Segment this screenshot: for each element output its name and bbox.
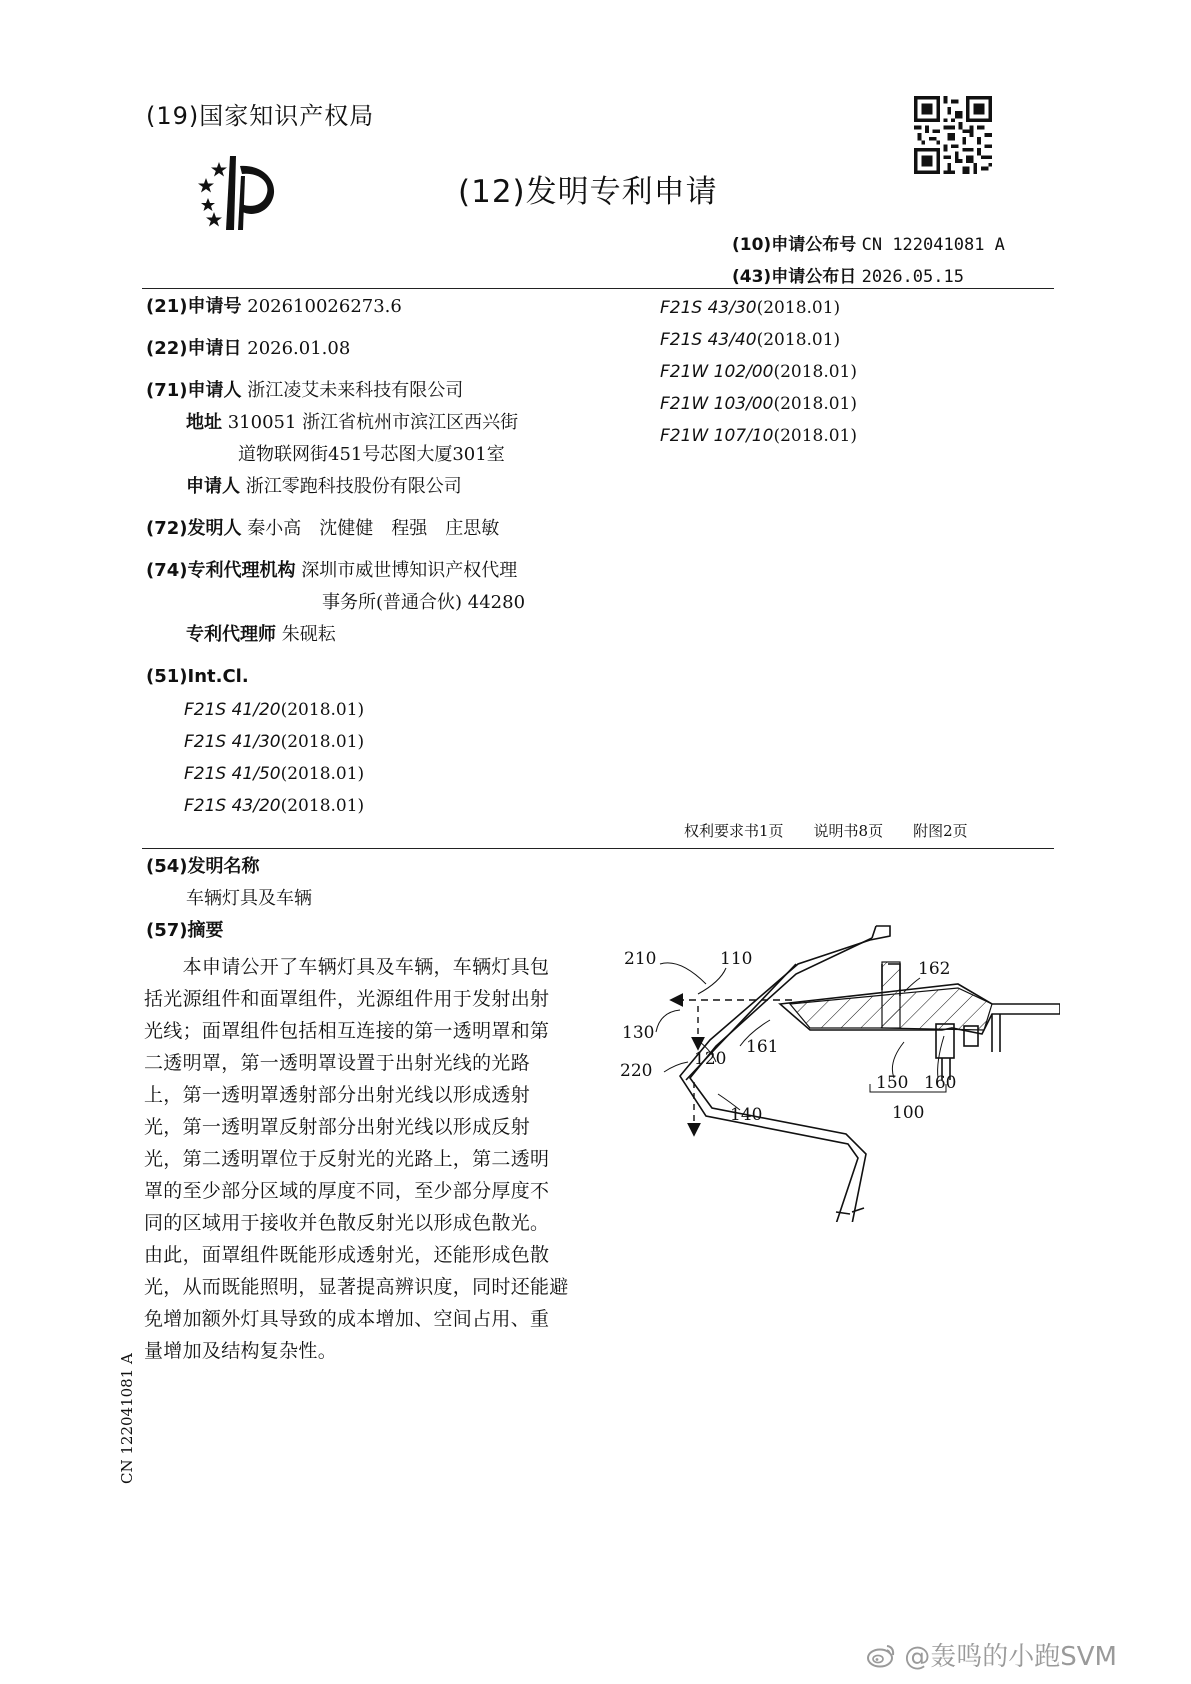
publication-number-value: CN 122041081 A <box>861 235 1005 255</box>
address-line-2: 道物联网街451号芯图大厦301室 <box>238 444 505 465</box>
applicant-2 <box>186 478 462 496</box>
invention-title <box>186 890 312 908</box>
weibo-logo-icon <box>866 1643 896 1669</box>
abstract-line: 同的区域用于接收并色散反射光以形成色散光。 <box>144 1212 550 1234</box>
cnipa-emblem-icon <box>186 152 296 234</box>
invention-title-text: 车辆灯具及车辆 <box>186 888 312 909</box>
abstract-line: 光，第一透明罩反射部分出射光线以形成反射 <box>144 1116 531 1138</box>
abstract-label: (57)摘要 <box>146 920 224 941</box>
figure-label-210: 210 <box>624 949 657 969</box>
applicant-1-label: (71)申请人 <box>146 380 242 401</box>
figure-label-100: 100 <box>892 1103 925 1123</box>
abstract-line: 免增加额外灯具导致的成本增加、空间占用、重 <box>144 1308 550 1330</box>
patent-agency <box>146 562 517 580</box>
int-cl-label: (51)Int.Cl. <box>146 666 249 687</box>
ipc-code-left-1: F21S 41/20(2018.01) <box>184 700 365 720</box>
page-count-info: 权利要求书1页 说明书8页 附图2页 <box>684 822 968 840</box>
abstract-line: 由此，面罩组件既能形成透射光，还能形成色散 <box>144 1244 550 1266</box>
abstract-line: 本申请公开了车辆灯具及车辆，车辆灯具包 <box>144 956 550 978</box>
abstract-line: 上，第一透明罩透射部分出射光线以形成透射 <box>144 1084 531 1106</box>
applicant-1-value: 浙江凌艾未来科技有限公司 <box>247 380 464 401</box>
address-line-1: 310051 浙江省杭州市滨江区西兴街 <box>227 412 519 433</box>
inventors-label: (72)发明人 <box>146 518 242 539</box>
applicant-2-label: 申请人 <box>186 476 240 497</box>
ipc-code-right-4: F21W 103/00(2018.01) <box>660 394 858 414</box>
abstract-heading <box>146 922 224 940</box>
patent-agency-continued <box>322 594 525 612</box>
ipc-code-left-2: F21S 41/30(2018.01) <box>184 732 365 752</box>
address-continued <box>238 446 505 464</box>
figure-label-160: 160 <box>924 1073 957 1093</box>
publication-date-label: (43)申请公布日 <box>732 267 857 287</box>
outer-lens-shape <box>680 926 890 1222</box>
figure-label-110: 110 <box>720 949 753 969</box>
qr-code-icon <box>914 96 992 174</box>
abstract-line: 罩的至少部分区域的厚度不同，至少部分厚度不 <box>144 1180 550 1202</box>
figure-label-120: 120 <box>694 1049 727 1069</box>
invention-title-heading <box>146 858 260 876</box>
figure-label-140: 140 <box>730 1105 763 1125</box>
abstract-line: 括光源组件和面罩组件，光源组件用于发射出射 <box>144 988 550 1010</box>
patent-agent-value: 朱砚耘 <box>281 624 336 645</box>
applicant-1 <box>146 382 463 400</box>
filing-date-value: 2026.01.08 <box>247 338 351 359</box>
patent-agent <box>186 626 336 644</box>
publication-number-label: (10)申请公布号 <box>732 235 857 255</box>
abstract-line: 光，从而既能照明，显著提高辨识度，同时还能避 <box>144 1276 569 1298</box>
abstract-line: 二透明罩，第一透明罩设置于出射光线的光路 <box>144 1052 531 1074</box>
inventors-value: 秦小高 沈健健 程强 庄思敏 <box>247 518 500 539</box>
abstract-line: 光，第二透明罩位于反射光的光路上，第二透明 <box>144 1148 550 1170</box>
inventors <box>146 520 499 538</box>
ipc-code-right-1: F21S 43/30(2018.01) <box>660 298 841 318</box>
side-publication-number: CN 122041081 A <box>118 1353 136 1484</box>
figure-label-220: 220 <box>620 1061 653 1081</box>
figure-label-161: 161 <box>746 1037 779 1057</box>
watermark-text: @轰鸣的小跑SVM <box>904 1642 1117 1672</box>
ipc-code-right-2: F21S 43/40(2018.01) <box>660 330 841 350</box>
ipc-code-right-5: F21W 107/10(2018.01) <box>660 426 858 446</box>
middle-divider <box>142 848 1054 849</box>
patent-agent-label: 专利代理师 <box>186 624 276 645</box>
ipc-code-left-4: F21S 43/20(2018.01) <box>184 796 365 816</box>
filing-date-label: (22)申请日 <box>146 338 242 359</box>
lamp-section-figure <box>620 912 1060 1222</box>
publication-number <box>732 230 1005 255</box>
invention-title-label: (54)发明名称 <box>146 856 260 877</box>
patent-office-name: (19)国家知识产权局 <box>146 102 375 130</box>
application-number <box>146 298 402 316</box>
address-label: 地址 <box>186 412 222 433</box>
abstract-line: 光线；面罩组件包括相互连接的第一透明罩和第 <box>144 1020 550 1042</box>
address <box>186 414 518 432</box>
figure-label-130: 130 <box>622 1023 655 1043</box>
abstract-line: 量增加及结构复杂性。 <box>144 1340 338 1362</box>
filing-date <box>146 340 350 358</box>
patent-agency-line-2: 事务所(普通合伙) 44280 <box>322 592 526 613</box>
patent-agency-label: (74)专利代理机构 <box>146 560 296 581</box>
application-number-label: (21)申请号 <box>146 296 242 317</box>
publication-date <box>732 262 964 287</box>
ipc-code-left-3: F21S 41/50(2018.01) <box>184 764 365 784</box>
document-type-title: (12)发明专利申请 <box>458 174 718 210</box>
applicant-2-value: 浙江零跑科技股份有限公司 <box>245 476 462 497</box>
figure-label-150: 150 <box>876 1073 909 1093</box>
watermark <box>866 1636 1117 1673</box>
int-cl-heading <box>146 668 249 686</box>
ipc-code-right-3: F21W 102/00(2018.01) <box>660 362 858 382</box>
application-number-value: 202610026273.6 <box>247 296 402 317</box>
top-divider <box>142 288 1054 289</box>
figure-label-162: 162 <box>918 959 951 979</box>
publication-date-value: 2026.05.15 <box>861 267 964 287</box>
patent-agency-line-1: 深圳市威世博知识产权代理 <box>301 560 518 581</box>
